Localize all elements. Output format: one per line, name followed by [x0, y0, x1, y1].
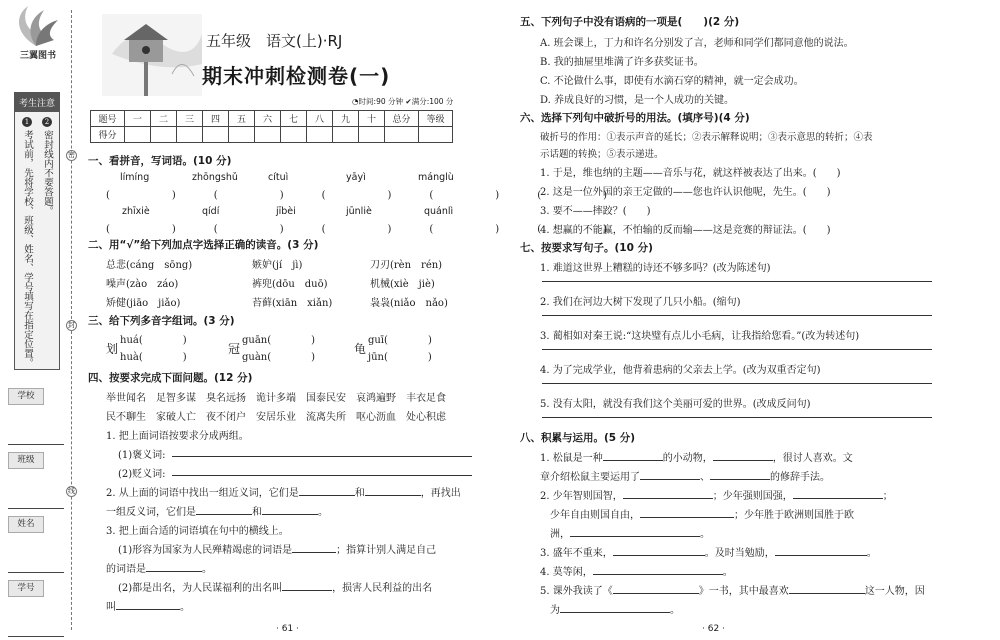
student-id-label: 学号	[8, 580, 44, 597]
pinyin-word: quánlì	[424, 206, 454, 217]
answer-parens-row-1[interactable]: ( ) ( ) ( ) ( ) ( )	[106, 190, 622, 201]
pronunciation-item[interactable]: 矫健(jiāo jiǎo)	[106, 298, 181, 309]
answer-blank[interactable]	[196, 505, 252, 515]
pinyin-word: zhīxiè	[122, 206, 150, 217]
score-cell[interactable]	[359, 127, 385, 143]
s8-question-5-line-1: 5. 课外我读了《 》一书，其中最喜欢 这一人物，因	[540, 586, 925, 597]
table-cell: 等级	[419, 111, 453, 127]
name-field[interactable]	[8, 516, 64, 573]
dash-item-3[interactable]: 3. 要不——摔跤？( )	[540, 206, 651, 217]
option-d[interactable]: D. 养成良好的习惯，是一个人成功的关键。	[540, 95, 735, 106]
table-cell: 十	[359, 111, 385, 127]
s4-question-3a-line-2: 的词语是 。	[106, 564, 212, 575]
score-cell[interactable]	[307, 127, 333, 143]
binding-strip	[0, 0, 80, 640]
answer-line[interactable]	[172, 475, 472, 476]
grade-subject-line: 五年级 语文(上)·RJ	[206, 32, 343, 50]
notice-text-2: 密封线内不要答题。	[42, 130, 53, 216]
pinyin-word: qídí	[202, 206, 220, 217]
exam-time: 时间:90 分钟	[358, 97, 404, 106]
notice-item-2	[41, 117, 53, 216]
s8-question-1-line-2: 章介绍松鼠主要运用了 、 的修辞手法。	[540, 472, 830, 483]
answer-line[interactable]	[542, 281, 932, 282]
pronunciation-item[interactable]: 刀刃(rèn rén)	[370, 260, 443, 271]
table-cell: 总分	[385, 111, 419, 127]
s8-question-2-line-1: 2. 少年智则国智， ；少年强则国强， ；	[540, 491, 893, 502]
answer-blank[interactable]	[146, 562, 202, 572]
page-number-61: · 61 ·	[276, 624, 299, 634]
rewrite-item-4: 4. 为了完成学业，他背着患病的父亲去上学。(改为双重否定句)	[540, 365, 821, 376]
pinyin-word: mánglù	[418, 172, 454, 183]
polyphone-reading[interactable]: huà( )	[120, 352, 187, 363]
s8-question-3: 3. 盛年不重来， 。及时当勉励， 。	[540, 548, 877, 559]
word-bank-row-2: 民不聊生 家破人亡 夜不闭户 安居乐业 流离失所 呕心沥血 处心积虑	[106, 412, 446, 423]
notice-title: 考生注意	[15, 93, 59, 112]
logo-text: 三翼图书	[19, 51, 56, 61]
dash-usage-desc-2: 示话题的转换；⑤表示递进。	[540, 149, 664, 160]
class-label: 班级	[8, 452, 44, 469]
s4-question-1: 1. 把上面词语按要求分成两组。	[106, 431, 249, 442]
number-2-icon: 2	[42, 117, 52, 127]
exam-title: 期末冲刺检测卷(一)	[202, 64, 391, 88]
polyphone-reading[interactable]: guī( )	[368, 335, 432, 346]
section-7-title: 七、按要求写句子。(10 分)	[520, 242, 653, 254]
score-cell[interactable]	[255, 127, 281, 143]
class-input-line[interactable]	[8, 469, 64, 509]
s8-question-1-line-1: 1. 松鼠是一种 的小动物， ，很讨人喜欢。文	[540, 453, 853, 464]
answer-blank[interactable]	[603, 451, 663, 461]
answer-line[interactable]	[542, 349, 932, 350]
polyphone-char: 龟	[354, 342, 367, 356]
answer-blank[interactable]	[116, 600, 180, 610]
s8-question-2-line-2: 少年自由则国自由， ；少年胜于欧洲则国胜于欧	[550, 510, 854, 521]
answer-line[interactable]	[542, 315, 932, 316]
wing-logo-icon	[6, 4, 66, 48]
pronunciation-item[interactable]: 袅袅(niǎo nǎo)	[370, 298, 448, 309]
section-3-title: 三、给下列多音字组词。(3 分)	[88, 315, 235, 327]
class-field[interactable]	[8, 452, 64, 509]
score-cell[interactable]	[177, 127, 203, 143]
option-a[interactable]: A. 班会课上，丁力和许名分别发了言，老师和同学们都同意他的说法。	[540, 38, 854, 49]
candidate-notice	[14, 92, 60, 370]
answer-blank[interactable]	[640, 508, 734, 518]
polyphone-char: 划	[106, 342, 119, 356]
answer-blank[interactable]	[613, 584, 699, 594]
option-c[interactable]: C. 不论做什么事，即使有水滴石穿的精神，就一定会成功。	[540, 76, 804, 87]
dash-usage-desc-1: 破折号的作用：①表示声音的延长；②表示解释说明；③表示意思的转折；④表	[540, 132, 873, 143]
s4-question-3b-line-2: 叫 。	[106, 602, 190, 613]
score-cell[interactable]	[385, 127, 419, 143]
pinyin-word: zhōngshǔ	[192, 172, 238, 183]
s8-question-4: 4. 莫等闲， 。	[540, 567, 733, 578]
school-label: 学校	[8, 388, 44, 405]
score-cell[interactable]	[419, 127, 453, 143]
section-6-title: 六、选择下列句中破折号的用法。(填序号)(4 分)	[520, 112, 750, 124]
pronunciation-item[interactable]: 噪声(zào záo)	[106, 279, 179, 290]
answer-blank[interactable]	[593, 565, 723, 575]
check-icon: ✔	[405, 97, 412, 106]
number-1-icon: 1	[22, 117, 32, 127]
s4-question-2-line-2: 一组反义词，它们是 和 。	[106, 507, 328, 518]
rewrite-item-5: 5. 没有太阳，就没有我们这个美丽可爱的世界。(改成反问句)	[540, 399, 811, 410]
answer-blank[interactable]	[292, 543, 336, 553]
seal-mark-xian: 线	[68, 487, 75, 495]
pinyin-word: límíng	[120, 172, 150, 183]
answer-blank[interactable]	[299, 486, 355, 496]
dash-item-4[interactable]: 4. 想赢的不能赢，不怕输的反而输——这是竞赛的辩证法。( )	[540, 225, 831, 236]
page-62	[520, 0, 990, 640]
polyphone-reading[interactable]: jūn( )	[368, 352, 432, 363]
commendatory-label: (1)褒义词:	[118, 450, 166, 461]
name-input-line[interactable]	[8, 533, 64, 573]
table-cell: 二	[151, 111, 177, 127]
answer-line[interactable]	[542, 383, 932, 384]
table-cell: 六	[255, 111, 281, 127]
pronunciation-item[interactable]: 苔藓(xiān xiǎn)	[252, 298, 333, 309]
pinyin-word: cítuì	[268, 172, 289, 183]
table-cell: 一	[125, 111, 151, 127]
answer-line[interactable]	[542, 417, 932, 418]
answer-blank[interactable]	[623, 489, 713, 499]
seal-mark-mi: 密	[68, 151, 75, 159]
table-cell: 五	[229, 111, 255, 127]
table-cell: 得分	[91, 127, 125, 143]
score-table-score-row	[91, 127, 453, 143]
table-cell: 题号	[91, 111, 125, 127]
option-b[interactable]: B. 我的抽屉里堆满了许多获奖证书。	[540, 57, 704, 68]
answer-blank[interactable]	[365, 486, 421, 496]
answer-blank[interactable]	[640, 470, 700, 480]
table-cell: 三	[177, 111, 203, 127]
answer-line[interactable]	[172, 456, 472, 457]
publisher-logo	[6, 4, 66, 60]
rewrite-item-2: 2. 我们在河边大树下发现了几只小船。(缩句)	[540, 297, 741, 308]
answer-blank[interactable]	[570, 527, 700, 537]
s4-question-3b-line-1: (2)都是出名，为人民谋福利的出名叫 ，损害人民利益的出名	[118, 583, 433, 594]
table-cell: 八	[307, 111, 333, 127]
student-id-field[interactable]	[8, 580, 64, 637]
pronunciation-item[interactable]: 机械(xiè jiè)	[370, 279, 435, 290]
score-cell[interactable]	[229, 127, 255, 143]
answer-parens-row-2[interactable]: ( ) ( ) ( ) ( ) ( )	[106, 224, 622, 235]
answer-blank[interactable]	[789, 584, 865, 594]
section-2-title: 二、用“√”给下列加点字选择正确的读音。(3 分)	[88, 239, 319, 251]
answer-blank[interactable]	[710, 470, 770, 480]
section-4-title: 四、按要求完成下面问题。(12 分)	[88, 372, 253, 384]
s8-question-5-line-2: 为 。	[550, 605, 680, 616]
answer-blank[interactable]	[262, 505, 318, 515]
score-cell[interactable]	[281, 127, 307, 143]
pronunciation-item[interactable]: 总悲(cáng sōng)	[106, 260, 193, 271]
answer-blank[interactable]	[613, 546, 705, 556]
answer-blank[interactable]	[560, 603, 670, 613]
table-cell: 七	[281, 111, 307, 127]
rewrite-item-3: 3. 蔺相如对秦王说:“这块璧有点儿小毛病，让我指给您看。”(改为转述句)	[540, 331, 860, 342]
pinyin-word: jūnliè	[346, 206, 372, 217]
table-cell: 九	[333, 111, 359, 127]
dash-item-2[interactable]: 2. 这是一位外国的亲王定做的——您也许认识他呢，先生。( )	[540, 187, 831, 198]
clock-icon: ◔	[352, 97, 359, 106]
notice-item-1	[21, 117, 33, 368]
time-score-line	[352, 96, 453, 107]
score-cell[interactable]	[203, 127, 229, 143]
name-label: 姓名	[8, 516, 44, 533]
section-1-title: 一、看拼音，写词语。(10 分)	[88, 155, 232, 167]
answer-blank[interactable]	[713, 451, 773, 461]
rewrite-item-1: 1. 难道这世界上糟糕的诗还不够多吗？(改为陈述句)	[540, 263, 771, 274]
student-id-input-line[interactable]	[8, 597, 64, 637]
notice-text-1: 考试前，先将学校、班级、姓名、学号填写在指定位置。	[22, 130, 33, 368]
s8-question-2-line-3: 洲， 。	[550, 529, 710, 540]
table-cell: 四	[203, 111, 229, 127]
polyphone-reading[interactable]: guàn( )	[242, 352, 316, 363]
school-field[interactable]	[8, 388, 64, 445]
s4-question-3a-line-1: (1)形容为国家为人民殚精竭虑的词语是 ；指算计别人满足自己	[118, 545, 437, 556]
section-8-title: 八、积累与运用。(5 分)	[520, 432, 636, 444]
page-number-62: · 62 ·	[702, 624, 725, 634]
s4-question-2-line-1: 2. 从上面的词语中找出一组近义词，它们是 和 ，再找出	[106, 488, 461, 499]
pinyin-word: yāyì	[346, 172, 366, 183]
answer-blank[interactable]	[793, 489, 883, 499]
s4-question-3: 3. 把上面合适的词语填在句中的横线上。	[106, 526, 289, 537]
score-table	[90, 110, 453, 143]
word-bank-row-1: 举世闻名 足智多谋 臭名远扬 诡计多端 国泰民安 哀鸿遍野 丰衣足食	[106, 393, 446, 404]
polyphone-char: 冠	[228, 342, 241, 356]
dash-item-1[interactable]: 1. 于是，维也纳的主题——音乐与花，就这样被表达了出来。( )	[540, 168, 841, 179]
score-cell[interactable]	[333, 127, 359, 143]
score-cell[interactable]	[125, 127, 151, 143]
score-cell[interactable]	[151, 127, 177, 143]
score-table-header-row	[91, 111, 453, 127]
school-input-line[interactable]	[8, 405, 64, 445]
polyphone-reading[interactable]: huá( )	[120, 335, 187, 346]
pronunciation-item[interactable]: 嫉妒(jí jì)	[252, 260, 303, 271]
derogatory-label: (2)贬义词:	[118, 469, 166, 480]
answer-blank[interactable]	[775, 546, 867, 556]
section-5-title: 五、下列句子中没有语病的一项是( )(2 分)	[520, 16, 740, 28]
birdhouse-illustration-icon	[102, 14, 202, 96]
polyphone-reading[interactable]: guān( )	[242, 335, 316, 346]
seal-mark-feng: 封	[68, 321, 75, 329]
pronunciation-item[interactable]: 裤兜(dōu duō)	[252, 279, 328, 290]
answer-blank[interactable]	[282, 581, 332, 591]
pinyin-word: jībèi	[276, 206, 296, 217]
full-score: 满分:100 分	[411, 97, 454, 106]
